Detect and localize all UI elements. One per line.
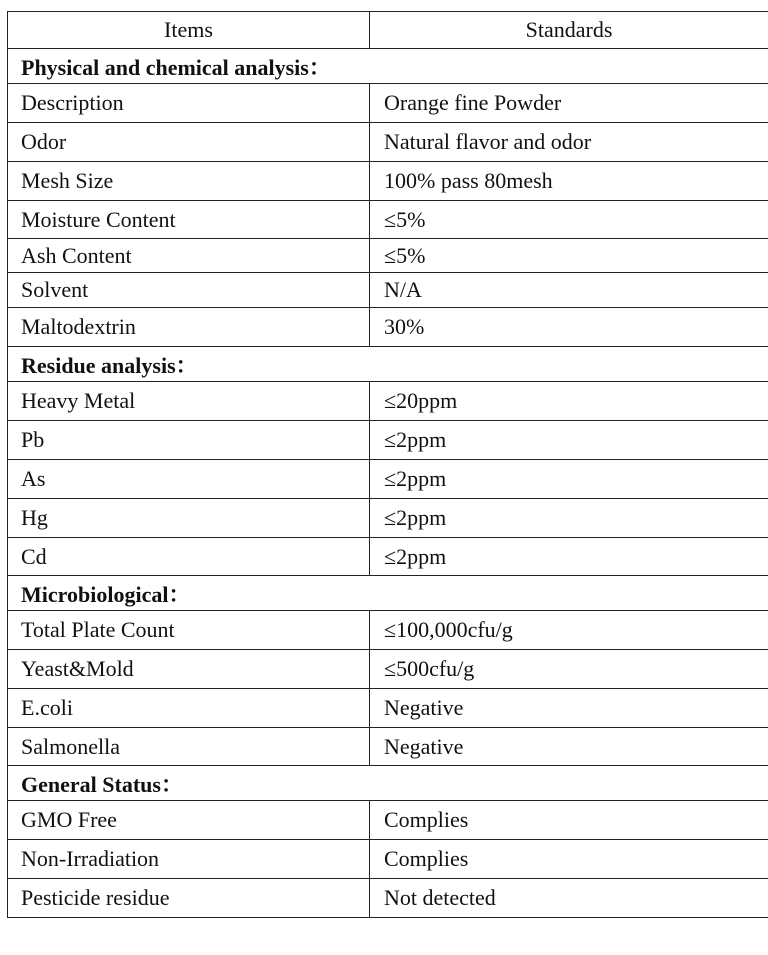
table-row xyxy=(8,421,768,460)
standard-cell: Complies xyxy=(370,840,768,879)
table-row xyxy=(8,538,768,576)
section-title: General Status： xyxy=(8,766,768,801)
section-row-physical-chemical xyxy=(8,49,768,84)
standard-cell: ≤2ppm xyxy=(370,499,768,538)
table-row xyxy=(8,308,768,347)
section-row-microbiological xyxy=(8,576,768,611)
table-row xyxy=(8,201,768,239)
item-cell: Odor xyxy=(8,123,370,162)
header-row xyxy=(8,12,768,49)
item-cell: Moisture Content xyxy=(8,201,370,239)
item-cell: Mesh Size xyxy=(8,162,370,201)
table-row xyxy=(8,499,768,538)
table-row xyxy=(8,162,768,201)
item-cell: Yeast&Mold xyxy=(8,650,370,689)
item-cell: Non-Irradiation xyxy=(8,840,370,879)
section-row-residue xyxy=(8,347,768,382)
standard-cell: 30% xyxy=(370,308,768,347)
item-cell: Solvent xyxy=(8,273,370,308)
table-row xyxy=(8,84,768,123)
specification-table xyxy=(7,11,768,918)
standard-cell: Negative xyxy=(370,689,768,728)
table-row xyxy=(8,728,768,766)
standard-cell: ≤5% xyxy=(370,239,768,273)
item-cell: Total Plate Count xyxy=(8,611,370,650)
item-cell: Hg xyxy=(8,499,370,538)
table-row xyxy=(8,460,768,499)
standard-cell: 100% pass 80mesh xyxy=(370,162,768,201)
section-row-general-status xyxy=(8,766,768,801)
standard-cell: Orange fine Powder xyxy=(370,84,768,123)
table-row xyxy=(8,879,768,918)
item-cell: Pb xyxy=(8,421,370,460)
table-row xyxy=(8,239,768,273)
table-row xyxy=(8,689,768,728)
table-row xyxy=(8,123,768,162)
table-row xyxy=(8,801,768,840)
standard-cell: ≤20ppm xyxy=(370,382,768,421)
standard-cell: N/A xyxy=(370,273,768,308)
standard-cell: ≤2ppm xyxy=(370,421,768,460)
table-row xyxy=(8,611,768,650)
standard-cell: ≤2ppm xyxy=(370,538,768,576)
table-row xyxy=(8,650,768,689)
item-cell: E.coli xyxy=(8,689,370,728)
section-title: Physical and chemical analysis： xyxy=(8,49,768,84)
item-cell: GMO Free xyxy=(8,801,370,840)
standard-cell: Natural flavor and odor xyxy=(370,123,768,162)
item-cell: Ash Content xyxy=(8,239,370,273)
standard-cell: ≤2ppm xyxy=(370,460,768,499)
item-cell: Salmonella xyxy=(8,728,370,766)
standard-cell: ≤100,000cfu/g xyxy=(370,611,768,650)
standard-cell: Complies xyxy=(370,801,768,840)
table-row xyxy=(8,840,768,879)
item-cell: As xyxy=(8,460,370,499)
item-cell: Pesticide residue xyxy=(8,879,370,918)
item-cell: Heavy Metal xyxy=(8,382,370,421)
table-row xyxy=(8,273,768,308)
standards-column-header: Standards xyxy=(370,12,768,49)
item-cell: Cd xyxy=(8,538,370,576)
item-cell: Description xyxy=(8,84,370,123)
item-cell: Maltodextrin xyxy=(8,308,370,347)
standard-cell: ≤500cfu/g xyxy=(370,650,768,689)
standard-cell: Not detected xyxy=(370,879,768,918)
section-title: Residue analysis： xyxy=(8,347,768,382)
standard-cell: Negative xyxy=(370,728,768,766)
section-title: Microbiological： xyxy=(8,576,768,611)
standard-cell: ≤5% xyxy=(370,201,768,239)
items-column-header: Items xyxy=(8,12,370,49)
table-row xyxy=(8,382,768,421)
